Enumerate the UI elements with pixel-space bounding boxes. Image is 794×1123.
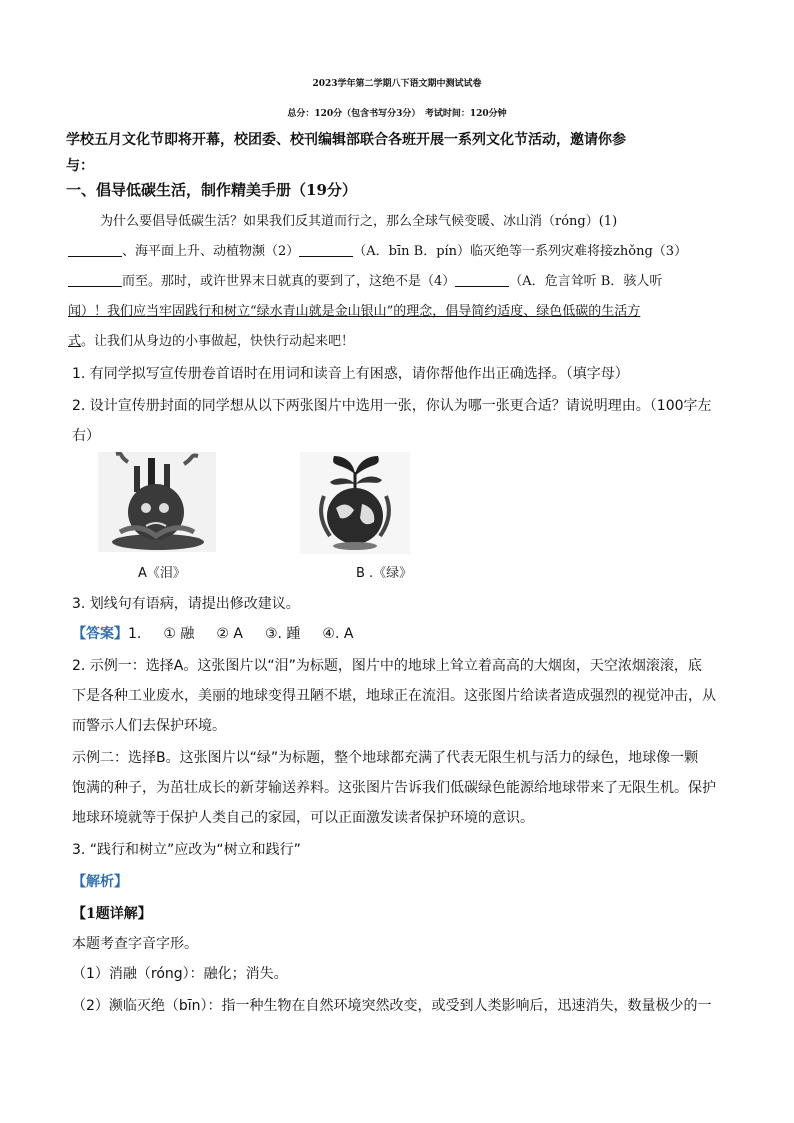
image-a-polluted-earth (98, 452, 216, 552)
passage-line-2: 、海平面上升、动植物濒（2） （A．bīn B．pín）临灭绝等一系列灾难将接zhǒng（3） (68, 242, 687, 262)
passage-line-5: 式。让我们从身边的小事做起，快快行动起来吧！ (68, 334, 355, 349)
answer-item: ② A (216, 626, 243, 642)
passage-line-3: 而至。那时，或许世界末日就真的要到了，这绝不是（4） （A．危言耸听 B．骇人听 (68, 272, 662, 292)
analysis-line-1: 本题考查字音字形。 (72, 936, 198, 952)
answer-2-line-5: 饱满的种子，为茁壮成长的新芽输送养料。这张图片告诉我们低碳绿色能源给地球带来了无限生机。保护 (72, 780, 716, 796)
answer-2-line-6: 地球环境就等于保护人类自己的家园，可以正面激发读者保护环境的意识。 (72, 810, 534, 826)
section-heading: 一、倡导低碳生活，制作精美手册（19分） (66, 181, 357, 199)
analysis-label: 【解析】 (72, 874, 128, 890)
answer-2-line-3: 而警示人们去保护环境。 (72, 718, 226, 734)
image-b-green-earth (300, 452, 410, 554)
image-b-caption: B .《绿》 (356, 566, 413, 581)
underlined-sentence: 闻）！我们应当牢固践行和树立“绿水青山就是金山银山”的理念，倡导简约适度、绿色低碳的生活方 (68, 304, 641, 319)
question-1: 1. 有同学拟写宣传册卷首语时在用词和读音上有困惑，请你帮他作出正确选择。（填字母） (72, 366, 629, 382)
answer-item: ③. 踵 (264, 626, 301, 642)
answer-item: ④. A (322, 626, 354, 642)
answer-2-line-4: 示例二：选择B。这张图片以“绿”为标题，整个地球都充满了代表无限生机与活力的绿色，地球像一颗 (72, 750, 699, 766)
answer-2-line-2: 下是各种工业废水，美丽的地球变得丑陋不堪，地球正在流泪。这张图片给读者造成强烈的视觉冲击，从 (72, 688, 716, 704)
answer-label: 【答案】 (72, 626, 128, 642)
page-title: 2023学年第二学期八下语文期中测试试卷 (312, 79, 482, 89)
image-a-caption: A《泪》 (138, 566, 186, 581)
analysis-subheading: 【1题详解】 (72, 906, 152, 922)
answer-row-1: 【答案】1. ① 融 ② A ③. 踵 ④. A (72, 626, 354, 642)
question-3: 3. 划线句有语病，请提出修改建议。 (72, 596, 300, 612)
intro-line-2: 与： (66, 158, 94, 174)
blank-3[interactable] (68, 272, 122, 287)
exam-info: 总分：120分（包含书写分3分） 考试时间：120分钟 (287, 109, 507, 119)
answer-2-line-1: 2. 示例一：选择A。这张图片以“泪”为标题，图片中的地球上耸立着高高的大烟囱，天空浓烟滚滚，底 (72, 658, 702, 674)
passage-line-4 (68, 302, 640, 322)
blank-4[interactable] (455, 272, 509, 287)
analysis-line-2: （1）消融（róng）：融化；消失。 (72, 966, 288, 982)
question-2-cont: 右） (72, 428, 100, 444)
passage-line-1: 为什么要倡导低碳生活？如果我们反其道而行之，那么全球气候变暖、冰山消（róng）(1) (100, 214, 618, 229)
blank-1[interactable] (68, 242, 122, 257)
analysis-line-3: （2）濒临灭绝（bīn）：指一种生物在自然环境突然改变，或受到人类影响后，迅速消失，数量极少的一 (72, 998, 712, 1014)
blank-2[interactable] (299, 242, 353, 257)
question-2: 2. 设计宣传册封面的同学想从以下两张图片中选用一张，你认为哪一张更合适？请说明理由。（100字左 (72, 398, 712, 414)
answer-3: 3. “践行和树立”应改为“树立和践行” (72, 842, 301, 858)
answer-item: ① 融 (163, 626, 195, 642)
intro-line-1: 学校五月文化节即将开幕，校团委、校刊编辑部联合各班开展一系列文化节活动，邀请你参 (66, 132, 626, 148)
